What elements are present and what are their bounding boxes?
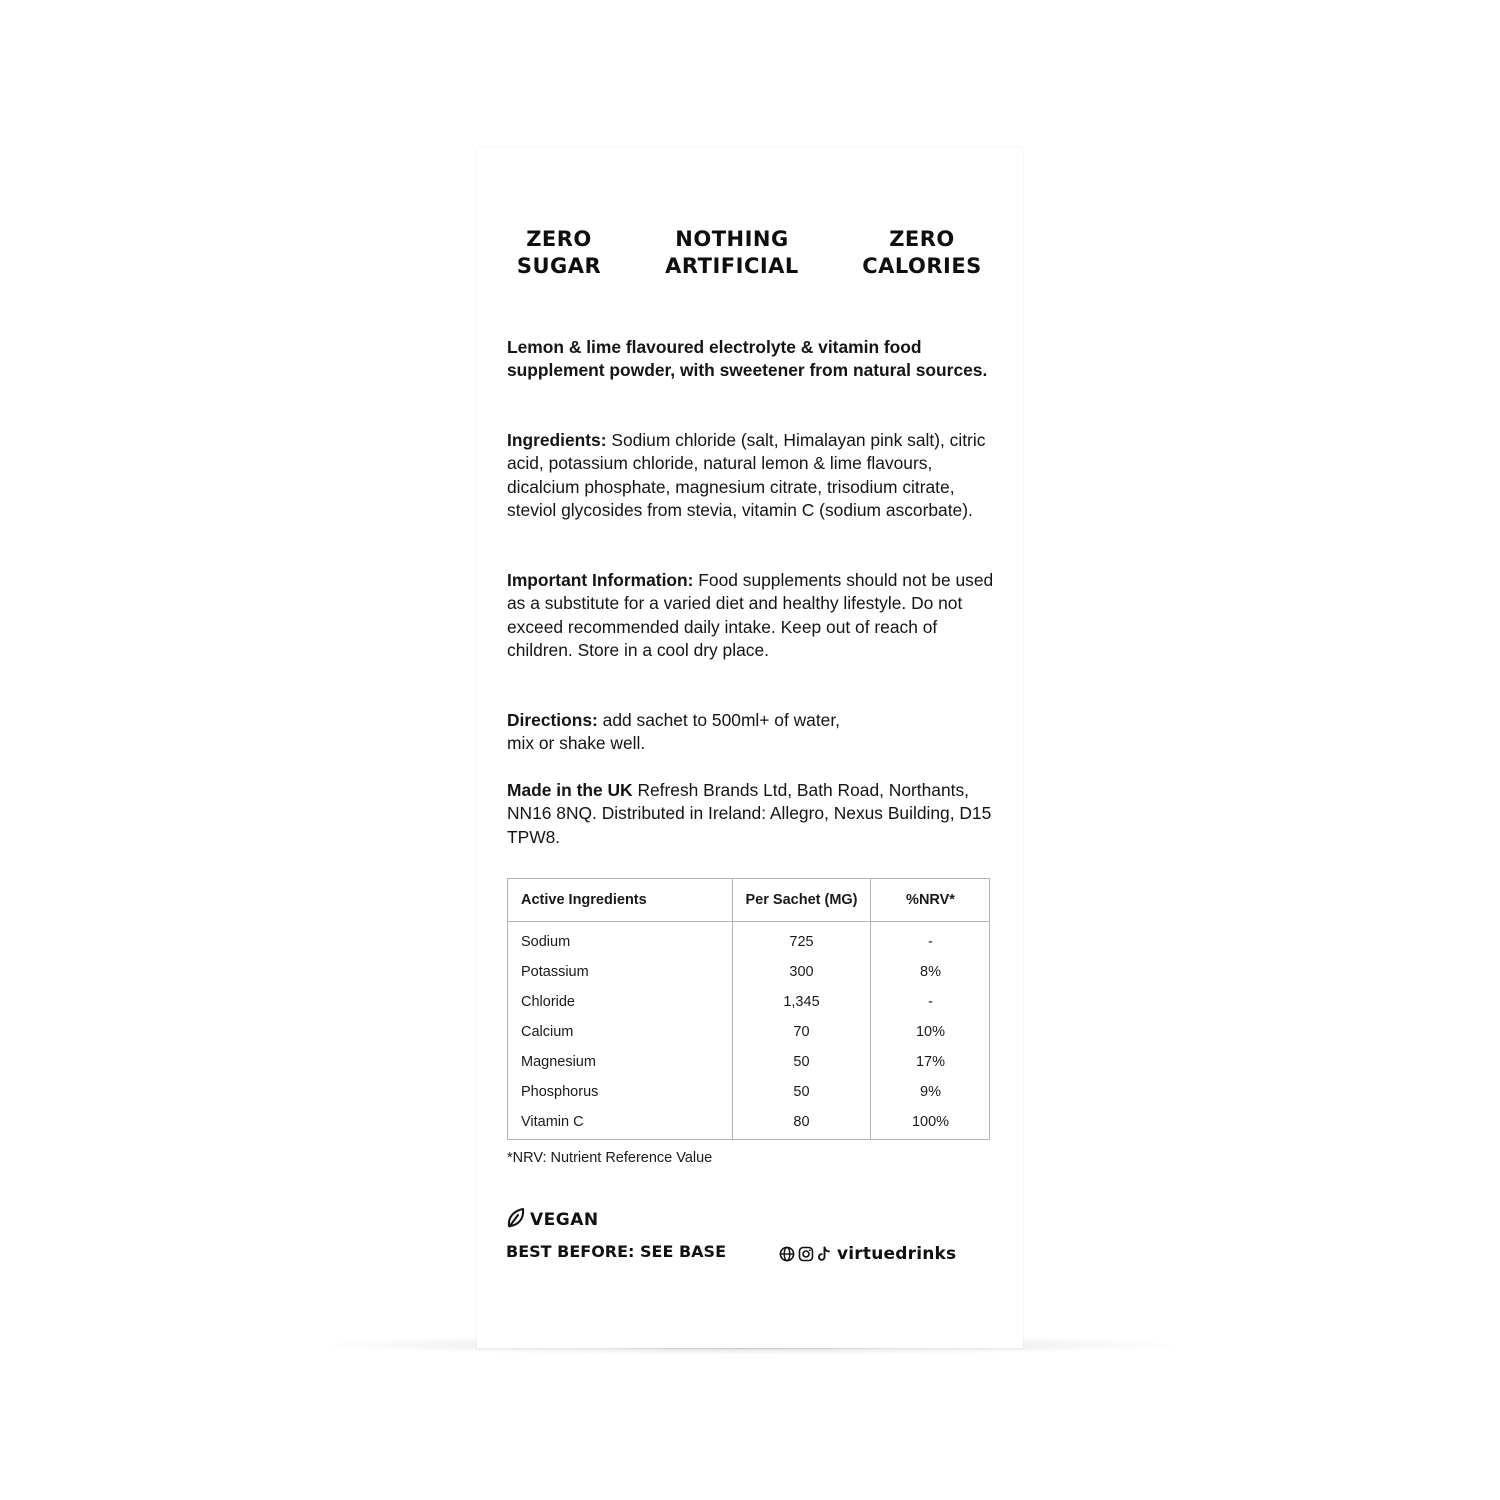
table-cell-nrv: 17% xyxy=(915,1054,946,1070)
claims-row xyxy=(477,226,1023,286)
important-label: Important Information: xyxy=(507,570,694,590)
instagram-icon xyxy=(798,1246,814,1262)
table-cell-nrv: - xyxy=(928,934,933,950)
table-cell-amount: 50 xyxy=(793,1084,810,1100)
ingredients-label: Ingredients: xyxy=(507,430,607,450)
claim-line: ARTIFICIAL xyxy=(665,254,799,278)
claim-line: CALORIES xyxy=(862,254,982,278)
best-before-text: BEST BEFORE: SEE BASE xyxy=(506,1242,726,1261)
social-handle xyxy=(779,1243,956,1265)
directions-paragraph xyxy=(507,709,997,756)
table-cell-ingredient: Magnesium xyxy=(521,1054,596,1070)
table-header-divider xyxy=(508,921,989,922)
table-cell-ingredient: Sodium xyxy=(521,934,571,950)
tiktok-icon xyxy=(817,1246,831,1262)
table-cell-nrv: 9% xyxy=(920,1084,941,1100)
claim-nothing-artificial xyxy=(652,226,812,280)
claim-line: ZERO xyxy=(889,227,955,251)
table-header-cell: Active Ingredients xyxy=(521,892,647,908)
vegan-label: VEGAN xyxy=(530,1210,599,1230)
ingredients-text: Sodium chloride (salt, Himalayan pink salt), citric acid, potassium chloride, natural lemon & lime flavours, dicalcium phosphate, magnesium citrate, trisodium citrate, steviol glycosides from stevia, vitamin C (sodium ascorbate). xyxy=(507,430,986,521)
table-cell-amount: 80 xyxy=(793,1114,810,1130)
table-cell-nrv: 10% xyxy=(915,1024,946,1040)
table-header-cell: Per Sachet (MG) xyxy=(745,892,858,908)
leaf-icon xyxy=(507,1208,525,1233)
ingredients-paragraph xyxy=(507,429,997,523)
table-cell-amount: 70 xyxy=(793,1024,810,1040)
manufacturer-paragraph xyxy=(507,779,997,849)
table-cell-ingredient: Vitamin C xyxy=(521,1114,584,1130)
social-handle-text: virtuedrinks xyxy=(837,1244,957,1264)
claim-line: ZERO xyxy=(526,227,592,251)
made-in-label: Made in the UK xyxy=(507,780,633,800)
claim-zero-sugar xyxy=(505,226,613,280)
important-information-paragraph xyxy=(507,569,997,663)
table-cell-ingredient: Chloride xyxy=(521,994,575,1010)
table-cell-ingredient: Potassium xyxy=(521,964,589,980)
claim-line: NOTHING xyxy=(675,227,789,251)
table-cell-nrv: 8% xyxy=(920,964,941,980)
vegan-badge xyxy=(507,1208,599,1232)
product-description: Lemon & lime flavoured electrolyte & vitamin food supplement powder, with sweetener from natural sources. xyxy=(507,337,988,381)
product-box-back-panel xyxy=(477,148,1023,1348)
globe-icon xyxy=(779,1246,795,1262)
nrv-footnote: *NRV: Nutrient Reference Value xyxy=(507,1150,713,1166)
table-cell-nrv: - xyxy=(928,994,933,1010)
table-cell-ingredient: Phosphorus xyxy=(521,1084,599,1100)
table-cell-amount: 50 xyxy=(793,1054,810,1070)
directions-line-2: mix or shake well. xyxy=(507,733,646,754)
claim-line: SUGAR xyxy=(516,254,602,278)
directions-line-1: add sachet to 500ml+ of water, xyxy=(597,710,841,730)
manufacturer-text: Refresh Brands Ltd, Bath Road, Northants, NN16 8NQ. Distributed in Ireland: Allegro, Nexus Building, D15 TPW8. xyxy=(507,780,992,847)
table-cell-ingredient: Calcium xyxy=(521,1024,574,1040)
directions-label: Directions: xyxy=(507,710,598,730)
table-header-cell: %NRV* xyxy=(906,892,955,908)
table-cell-amount: 725 xyxy=(789,934,814,950)
important-text: Food supplements should not be used as a substitute for a varied diet and healthy lifestyle. Do not exceed recommended daily intake. Keep out of reach of children. Store in a cool dry place. xyxy=(507,570,994,661)
claim-zero-calories xyxy=(849,226,995,280)
table-cell-nrv: 100% xyxy=(911,1114,950,1130)
active-ingredients-table xyxy=(507,878,990,1140)
table-cell-amount: 300 xyxy=(789,964,814,980)
table-cell-amount: 1,345 xyxy=(783,994,820,1010)
